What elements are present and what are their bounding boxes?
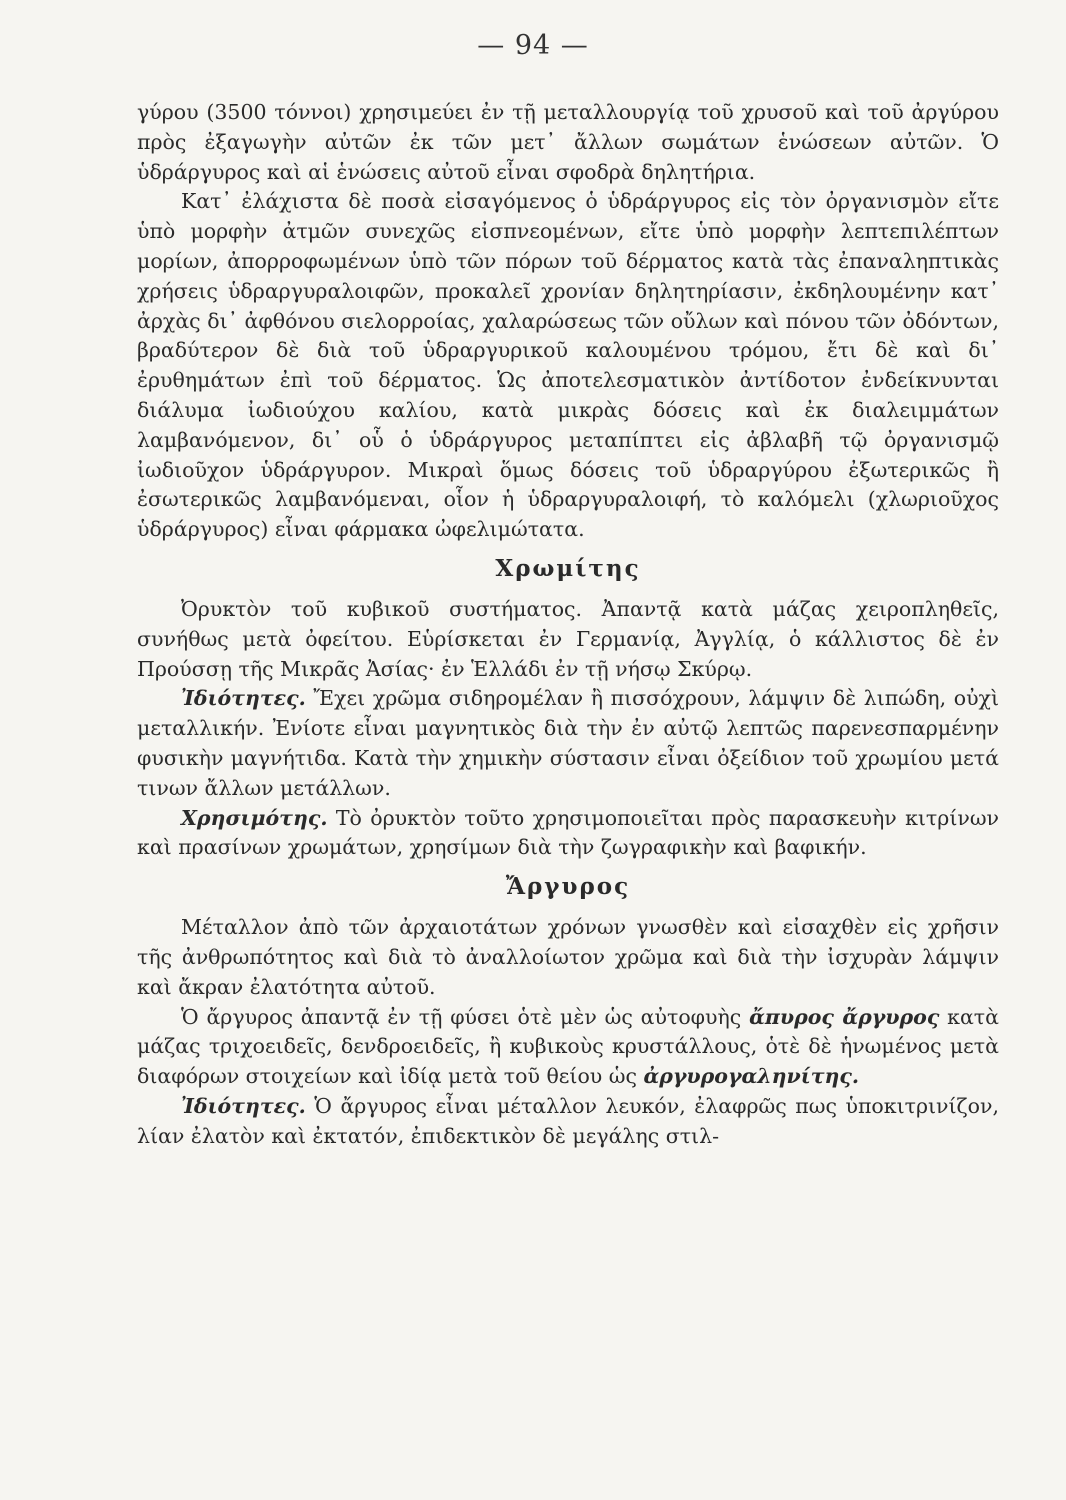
paragraph-chromite-properties — [137, 684, 999, 803]
page-number: — 94 — — [477, 30, 589, 61]
label-properties-silver: Ἰδιότητες. — [181, 1093, 306, 1118]
paragraph-chromite-usefulness — [137, 804, 999, 864]
chromite-usefulness-text: Τὸ ὀρυκτὸν τοῦτο χρησιμοποιεῖται πρὸς παρασκευὴν κιτρίνων καὶ πρασίνων χρωμάτων, χρησίμων διὰ τὴν ζωγραφικὴν καὶ βαφικήν. — [137, 805, 999, 860]
paragraph-silver-occurrence — [137, 1003, 999, 1092]
paragraph-silver-description: Μέταλλον ἀπὸ τῶν ἀρχαιοτάτων χρόνων γνωσθὲν καὶ εἰσαχθὲν εἰς χρῆσιν τῆς ἀνθρωπότητος καὶ διὰ τὸ ἀναλλοίωτον χρῶμα καὶ διὰ τὴν ἰσχυρὰν λάμψιν καὶ ἄκραν ἐλατότητα αὐτοῦ. — [137, 915, 999, 999]
page-body — [137, 98, 999, 1152]
silver-properties-text: Ὁ ἄργυρος εἶναι μέταλλον λευκόν, ἐλαφρῶς πως ὑποκιτρινίζον, λίαν ἐλατὸν καὶ ἐκτατόν, ἐπιδεκτικὸν δὲ μεγάλης στιλ- — [137, 1093, 999, 1148]
chromite-properties-text: Ἔχει χρῶμα σιδηρομέλαν ἢ πισσόχρουν, λάμψιν δὲ λιπώδη, οὐχὶ μεταλλικήν. Ἐνίοτε εἶναι μαγνητικὸς διὰ τὴν ἐν αὐτῷ λεπτῶς παρενεσπαρμένην φυσικὴν μαγνήτιδα. Κατὰ τὴν χημικὴν σύστασιν εἶναι ὀξείδιον τοῦ χρωμίου μετά τινων ἄλλων μετάλλων. — [137, 686, 999, 800]
silver-occurrence-text-b: κατὰ μάζας τριχοειδεῖς, δενδροειδεῖς, ἢ κυβικοὺς κρυστάλλους, ὁτὲ δὲ ἡνωμένος μετὰ διαφόρων στοιχείων καὶ ἰδίᾳ μετὰ τοῦ θείου ὡς — [137, 1004, 999, 1089]
paragraph-silver-properties — [137, 1092, 999, 1152]
term-argentite: ἀργυρογαληνίτης. — [643, 1064, 860, 1089]
section-heading-silver: Ἄργυρος — [505, 873, 631, 901]
paragraph-chromite-description: Ὀρυκτὸν τοῦ κυβικοῦ συστήματος. Ἀπαντᾷ κατὰ μάζας χειροπληθεῖς, συνήθως μετὰ ὀφείτου. Εὑρίσκεται ἐν Γερμανίᾳ, Ἀγγλίᾳ, ὁ κάλλιστος δὲ ἐν Προύσσῃ τῆς Μικρᾶς Ἀσίας· ἐν Ἑλλάδι ἐν τῇ νήσῳ Σκύρῳ. — [137, 596, 999, 681]
label-properties: Ἰδιότητες. — [181, 686, 306, 711]
term-native-silver: ἄπυρος ἄργυρος — [749, 1004, 940, 1029]
section-heading-chromite: Χρωμίτης — [495, 554, 641, 582]
label-usefulness: Χρησιμότης. — [181, 805, 328, 830]
paragraph-mercury-use: γύρου (3500 τόννοι) χρησιμεύει ἐν τῇ μεταλλουργίᾳ τοῦ χρυσοῦ καὶ τοῦ ἀργύρου πρὸς ἐξαγωγὴν αὐτῶν ἐκ τῶν μετ᾽ ἄλλων σωμάτων ἑνώσεων αὐτῶν. Ὁ ὑδράργυρος καὶ αἱ ἑνώσεις αὐτοῦ εἶναι σφοδρὰ δηλητήρια. — [137, 100, 999, 184]
paragraph-mercury-toxicity: Κατ᾽ ἐλάχιστα δὲ ποσὰ εἰσαγόμενος ὁ ὑδράργυρος εἰς τὸν ὀργανισμὸν εἴτε ὑπὸ μορφὴν ἀτμῶν συνεχῶς εἰσπνεομένων, εἴτε ὑπὸ μορφὴν λεπτεπιλέπτων μορίων, ἀπορροφωμένων ὑπὸ τῶν πόρων τοῦ δέρματος κατὰ τὰς ἐπαναληπτικὰς χρήσεις ὑδραργυραλοιφῶν, προκαλεῖ χρονίαν δηλητηρίασιν, ἐκδηλουμένην κατ᾽ ἀρχὰς δι᾽ ἀφθόνου σιελορροίας, χαλαρώσεως τῶν οὔλων καὶ πόνου τῶν ὀδόντων, βραδύτερον δὲ διὰ τοῦ ὑδραργυρικοῦ καλουμένου τρόμου, ἔτι δὲ καὶ δι᾽ ἐρυθημάτων ἐπὶ τοῦ δέρματος. Ὡς ἀποτελεσματικὸν ἀντίδοτον ἐνδείκνυνται διάλυμα ἰωδιούχου καλίου, κατὰ μικρὰς δόσεις καὶ ἐκ διαλειμμάτων λαμβανόμενον, δι᾽ οὗ ὁ ὑδράργυρος μεταπίπτει εἰς ἀβλαβῆ τῷ ὀργανισμῷ ἰωδιοῦχον ὑδράργυρον. Μικραὶ ὅμως δόσεις τοῦ ὑδραργύρου ἐξωτερικῶς ἢ ἐσωτερικῶς λαμβανόμεναι, οἷον ἡ ὑδραργυραλοιφή, τὸ καλόμελι (χλωριοῦχος ὑδράργυρος) εἶναι φάρμακα ὠφελιμώτατα. — [137, 189, 999, 542]
silver-occurrence-text-a: Ὁ ἄργυρος ἀπαντᾷ ἐν τῇ φύσει ὁτὲ μὲν ὡς αὐτοφυὴς — [181, 1004, 750, 1029]
